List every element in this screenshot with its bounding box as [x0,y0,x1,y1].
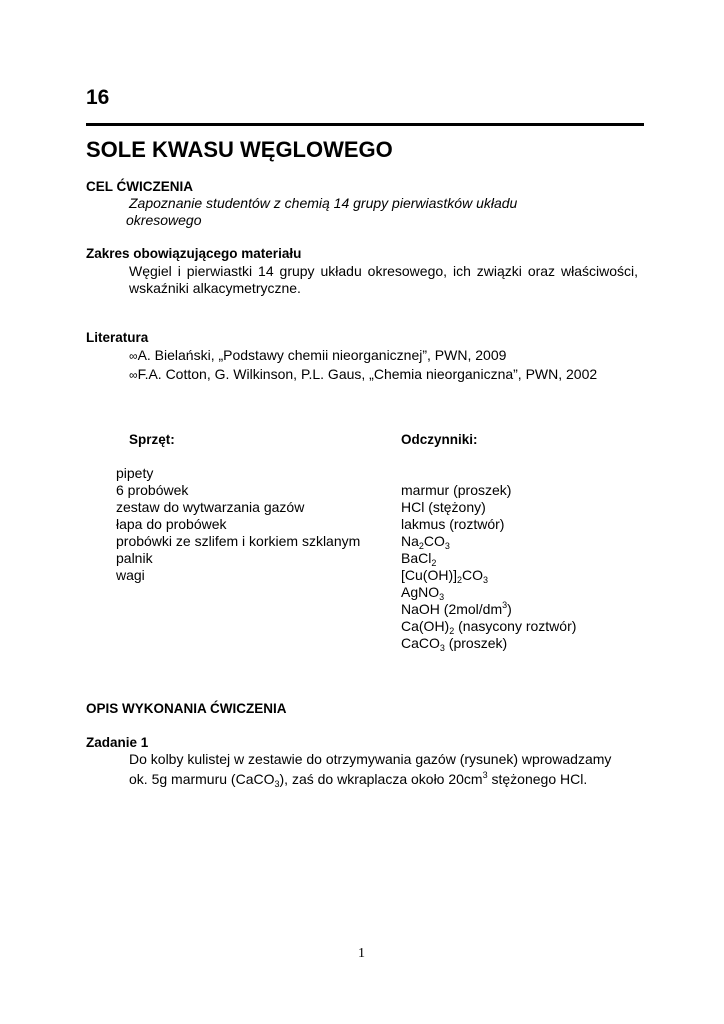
task-1-line-2 [129,771,587,788]
reagent-item: marmur (proszek) [401,482,512,498]
equipment-list [116,465,360,584]
literature-item [129,347,506,365]
scope-text: Węgiel i pierwiastki 14 grupy układu okresowego, ich związki oraz właściwości, wskaźniki alkacymetryczne. [129,263,638,296]
infinity-bullet-icon: ∞ [129,368,138,382]
equipment-heading: Sprzęt: [129,432,175,447]
task-1-text: ), zaś do wkraplacza około 20cm [279,771,483,787]
reagent-item: NaOH $(2mol/dm^3)$ [401,600,512,617]
reagent-item: AgNO$_3$ [401,584,445,602]
goal-heading: CEL ĆWICZENIA [86,179,193,194]
equipment-item: 6 probówek [116,482,189,498]
literature-heading: Literatura [86,330,149,345]
equipment-item: łapa do probówek [116,516,227,532]
goal-text-line-1: Zapoznanie studentów z chemią 14 grupy pierwiastków układu [129,195,518,211]
reagent-item: $Ca(OH)_2$ (nasycony roztwór) [401,618,577,636]
superscript: 3 [482,770,488,780]
reagent-item: lakmus (roztwór) [401,516,505,532]
equipment-item: wagi [116,567,145,583]
reagent-item: HCl (stężony) [401,499,486,515]
reagent-item: $[Cu(OH)]_2CO_3$ [401,567,489,585]
literature-item-text: A. Bielański, „Podstawy chemii nieorganicznej”, PWN, 2009 [137,347,507,363]
scope-heading: Zakres obowiązującego materiału [86,246,302,261]
literature-item [129,366,597,384]
divider-line [86,123,644,126]
equipment-item: pipety [116,465,154,481]
task-1-text: ok. 5g marmuru (CaCO [129,771,275,787]
reagents-list [401,482,576,652]
page-title: SOLE KWASU WĘGLOWEGO [86,137,393,162]
reagent-item: CaCO$_3$ (proszek) [401,635,508,653]
literature-item-text: F.A. Cotton, G. Wilkinson, P.L. Gaus, „Chemia nieorganiczna”, PWN, 2002 [137,366,598,382]
reagent-item: $Na_2CO_3$ [401,533,450,551]
procedure-heading: OPIS WYKONANIA ĆWICZENIA [86,701,287,716]
subscript: 3 [274,779,280,789]
equipment-item: palnik [116,550,153,566]
page-number: 1 [358,946,365,961]
reagent-item: BaCl$_2$ [401,550,437,568]
infinity-bullet-icon: ∞ [129,349,138,363]
reagents-heading: Odczynniki: [401,432,478,447]
equipment-item: probówki ze szlifem i korkiem szklanym [116,533,361,549]
task-1-heading: Zadanie 1 [86,735,149,750]
task-1-line-1: Do kolby kulistej w zestawie do otrzymywania gazów (rysunek) wprowadzamy [129,751,612,767]
goal-text-line-2: okresowego [126,212,202,228]
equipment-item: zestaw do wytwarzania gazów [116,499,305,515]
task-1-text: stężonego HCl. [487,771,588,787]
chapter-number: 16 [86,86,110,109]
